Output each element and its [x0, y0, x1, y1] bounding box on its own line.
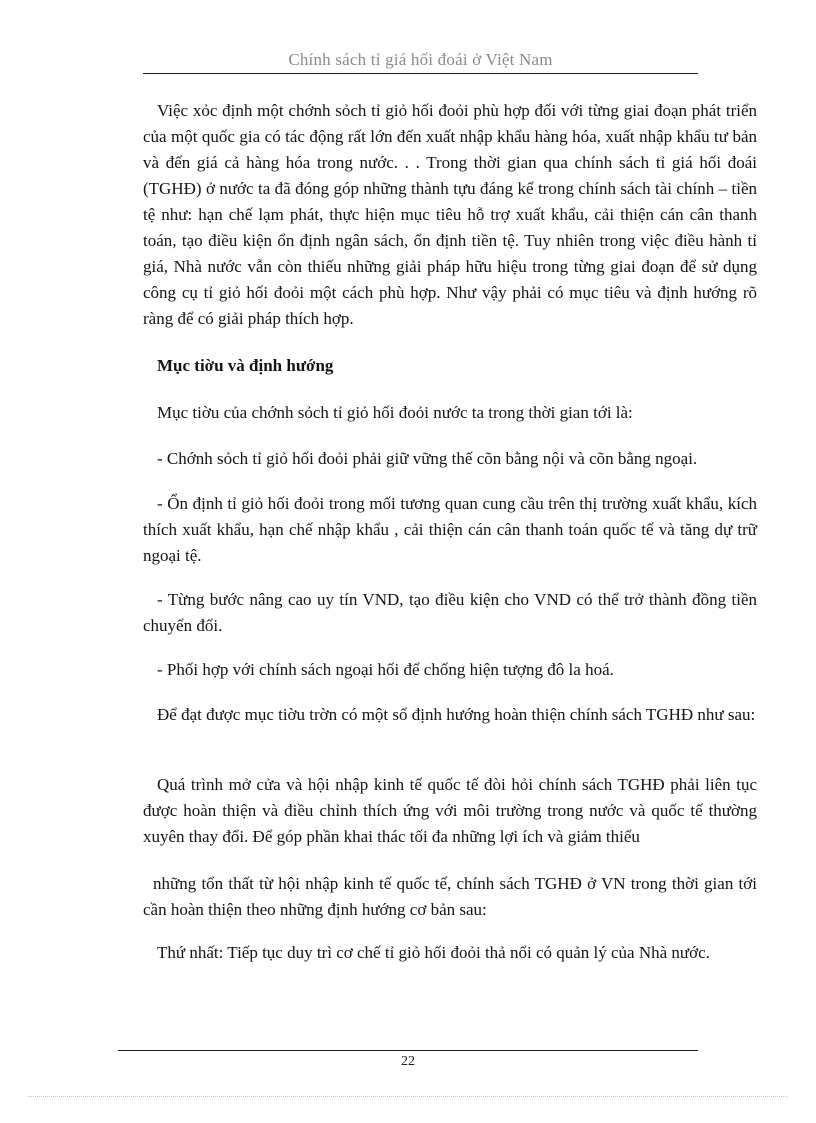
- running-header-title: Chính sách tỉ giá hối đoái ở Việt Nam: [288, 50, 553, 69]
- objective-item-4: - Phối hợp với chính sách ngoại hối để chống hiện tượng đô la hoá.: [157, 660, 614, 679]
- intro-paragraph: Việc xỏc định một chớnh sỏch tỉ giỏ hối đoỏi phù hợp đối với từng giai đoạn phát triển của một quốc gia có tác động rất lớn đến xuất nhập khẩu hàng hóa, xuất nhập khẩu tư bản và đến giá cả hàng hóa trong nước. . . Trong thời gian qua chính sách tỉ giá hối đoái (TGHĐ) ở nước ta đã đóng góp những thành tựu đáng kể trong chính sách tài chính – tiền tệ như: hạn chế lạm phát, thực hiện mục tiêu hỗ trợ xuất khẩu, cải thiện cán cân thanh toán, tạo điều kiện ổn định ngân sách, ổn định tiền tệ. Tuy nhiên trong việc điều hành tỉ giá, Nhà nước vẫn còn thiếu những giải pháp hữu hiệu trong từng giai đoạn để sử dụng công cụ tỉ giỏ hối đoỏi một cách phù hợp. Như vậy phải có mục tiêu và định hướng rõ ràng để có giải pháp thích hợp.: [143, 101, 757, 328]
- objective-item-2: - Ổn định tỉ giỏ hối đoỏi trong mối tương quan cung cầu trên thị trường xuất khẩu, kích thích xuất khẩu, hạn chế nhập khẩu , cải thiện cán cân thanh toán quốc tế và tăng dự trữ ngoại tệ.: [143, 494, 757, 565]
- section-heading: Mục tiờu và định hướng: [157, 356, 334, 375]
- orientation-intro-paragraph: Để đạt được mục tiờu trờn có một số định hướng hoàn thiện chính sách TGHĐ như sau:: [157, 705, 756, 724]
- integration-paragraph-continued: những tổn thất từ hội nhập kinh tế quốc tế, chính sách TGHĐ ở VN trong thời gian tới cần hoàn thiện theo những định hướng cơ bản sau:: [143, 874, 757, 919]
- objective-item-3: - Từng bước nâng cao uy tín VND, tạo điều kiện cho VND có thể trở thành đồng tiền chuyển đổi.: [143, 590, 757, 635]
- header-divider: [143, 73, 698, 74]
- objectives-intro-paragraph: Mục tiờu của chớnh sỏch tỉ giỏ hối đoỏi nước ta trong thời gian tới là:: [157, 403, 633, 422]
- first-orientation-paragraph: Thứ nhất: Tiếp tục duy trì cơ chế tỉ giỏ hối đoỏi thả nổi có quản lý của Nhà nước.: [157, 943, 710, 962]
- objective-item-1: - Chớnh sỏch tỉ giỏ hối đoỏi phải giữ vững thế cõn bằng nội và cõn bằng ngoại.: [157, 449, 698, 468]
- page-number: 22: [401, 1054, 415, 1069]
- integration-paragraph: Quá trình mở cửa và hội nhập kinh tế quốc tế đòi hỏi chính sách TGHĐ phải liên tục được hoàn thiện và điều chỉnh thích ứng với môi trường trong nước và quốc tế thường xuyên thay đổi. Để góp phần khai thác tối đa những lợi ích và giảm thiểu: [143, 775, 757, 846]
- footer-divider: [118, 1050, 698, 1051]
- page-bottom-dotted-border: [28, 1096, 788, 1097]
